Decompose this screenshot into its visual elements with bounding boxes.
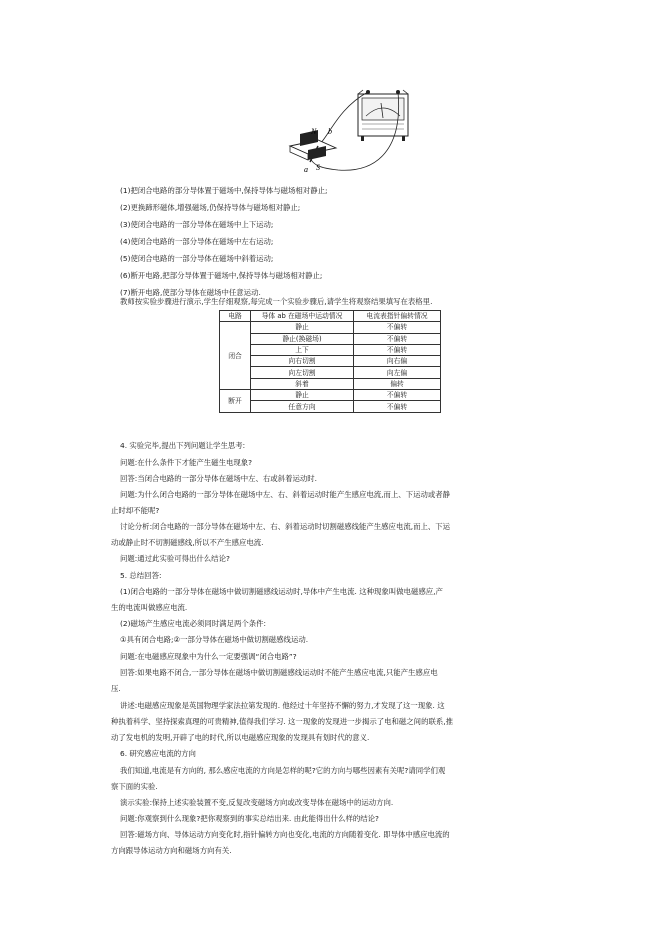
paragraph-line: 问题:通过此实验可得出什么结论?: [120, 554, 230, 563]
step-item: (4)使闭合电路的一部分导体在磁场中左右运动;: [120, 237, 274, 246]
paragraph-line: (2)磁场产生感应电流必须同时满足两个条件:: [120, 619, 266, 628]
table-cell: 静止: [251, 322, 354, 333]
table-row: [220, 378, 441, 389]
step-item: (1)把闭合电路的部分导体置于磁场中,保持导体与磁场相对静止;: [120, 186, 328, 195]
table-row: [220, 333, 441, 344]
table-cell: 静止(换磁场): [251, 333, 354, 344]
label-n: N: [311, 127, 317, 136]
table-cell: 不偏转: [354, 390, 441, 401]
table-cell: 不偏转: [354, 322, 441, 333]
experiment-figure: [278, 88, 413, 180]
table-row: [220, 390, 441, 401]
paragraph-line: 种执着科学、坚持探索真理的可贵精神,值得我们学习. 这一现象的发现进一步揭示了电和磁之间的联系,推: [111, 717, 453, 726]
paragraph-line: 动了发电机的发明,开辟了电的时代,所以电磁感应现象的发现具有划时代的意义.: [111, 733, 370, 742]
table-header: 导体 ab 在磁场中运动情况: [251, 311, 354, 322]
paragraph-line: 6. 研究感应电流的方向: [120, 749, 196, 758]
paragraph-line: 演示实验:保持上述实验装置不变,反复改变磁场方向或改变导体在磁场中的运动方向.: [120, 798, 394, 807]
paragraph-line: 我们知道,电流是有方向的, 那么感应电流的方向是怎样的呢?它的方向与哪些因素有关呢?请同学们观: [120, 766, 446, 775]
results-table: [219, 310, 441, 413]
step-item: (5)使闭合电路的一部分导体在磁场中斜着运动;: [120, 254, 274, 263]
galvanometer-icon: [358, 90, 408, 141]
step-item: (6)断开电路,把部分导体置于磁场中,保持导体与磁场相对静止;: [120, 271, 323, 280]
paragraph-line: 止时却不能呢?: [111, 506, 160, 515]
table-header-row: [220, 311, 441, 322]
table-row: [220, 367, 441, 378]
table-cell: 不偏转: [354, 401, 441, 412]
table-cell: 向左偏: [354, 367, 441, 378]
circuit-cell: 闭合: [220, 322, 251, 390]
paragraph-line: 问题:你观察到什么现象?把你观察到的事实总结出来. 由此能得出什么样的结论?: [120, 814, 379, 823]
paragraph-line: 讨论分析:闭合电路的一部分导体在磁场中左、右、斜着运动时切割磁感线能产生感应电流,而上、下运: [120, 522, 451, 531]
paragraph-line: 5. 总结回答:: [120, 571, 162, 580]
step-item: (7)断开电路,使部分导体在磁场中任意运动.: [120, 288, 261, 297]
step-item: (2)更换蹄形磁体,增强磁场,仍保持导体与磁场相对静止;: [120, 203, 301, 212]
paragraph-line: 压.: [111, 684, 121, 693]
table-cell: 任意方向: [251, 401, 354, 412]
table-row: [220, 344, 441, 355]
paragraph-line: ①具有闭合电路;②一部分导体在磁场中做切割磁感线运动.: [120, 635, 309, 644]
table-header: 电路: [220, 311, 251, 322]
paragraph-line: 问题:在什么条件下才能产生磁生电现象?: [120, 458, 253, 467]
label-s: S: [316, 163, 320, 172]
paragraph-line: 生的电流叫做感应电流.: [111, 603, 188, 612]
paragraph-line: 4. 实验完毕,提出下列问题让学生思考:: [120, 441, 246, 450]
label-b: b: [328, 127, 332, 136]
table-cell: 不偏转: [354, 333, 441, 344]
paragraph-line: 回答:如果电路不闭合,一部分导体在磁场中做切割磁感线运动时不能产生感应电流,只能产生感应电: [120, 668, 438, 677]
paragraph-line: 讲述:电磁感应现象是英国物理学家法拉第发现的. 他经过十年坚持不懈的努力,才发现了这一现象. 这: [120, 701, 445, 710]
table-cell: 偏转: [354, 378, 441, 389]
table-cell: 静止: [251, 390, 354, 401]
table-cell: 向右偏: [354, 356, 441, 367]
table-cell: 上下: [251, 344, 354, 355]
circuit-cell: 断开: [220, 390, 251, 413]
table-cell: 斜着: [251, 378, 354, 389]
table-row: [220, 322, 441, 333]
step-item: (3)使闭合电路的一部分导体在磁场中上下运动;: [120, 220, 274, 229]
table-row: [220, 356, 441, 367]
table-header: 电流表指针偏转情况: [354, 311, 441, 322]
paragraph-line: (1)闭合电路的一部分导体在磁场中做切割磁感线运动时,导体中产生电流. 这种现象叫做电磁感应,产: [120, 587, 443, 596]
intro-text: 教师按实验步骤进行演示,学生仔细观察,每完成一个实验步骤后,请学生将观察结果填写在表格里.: [120, 297, 433, 306]
label-a: a: [304, 165, 308, 174]
table-cell: 不偏转: [354, 344, 441, 355]
paragraph-line: 问题:在电磁感应现象中为什么一定要强调“闭合电路”?: [120, 652, 297, 661]
paragraph-line: 方向跟导体运动方向和磁场方向有关.: [111, 846, 232, 855]
table-cell: 向右切割: [251, 356, 354, 367]
table-cell: 向左切割: [251, 367, 354, 378]
paragraph-line: 回答:磁场方向、导体运动方向变化时,指针偏转方向也变化,电流的方向随着变化. 即导体中感应电流的: [120, 830, 450, 839]
paragraph-line: 问题:为什么闭合电路的一部分导体在磁场中左、右、斜着运动时能产生感应电流,而上、下运动或者静: [120, 490, 451, 499]
table-row: [220, 401, 441, 412]
paragraph-line: 动或静止时不切割磁感线,所以不产生感应电流.: [111, 538, 264, 547]
paragraph-line: 回答:当闭合电路的一部分导体在磁场中左、右或斜着运动时.: [120, 474, 317, 483]
paragraph-line: 察下面的实验.: [111, 782, 158, 791]
